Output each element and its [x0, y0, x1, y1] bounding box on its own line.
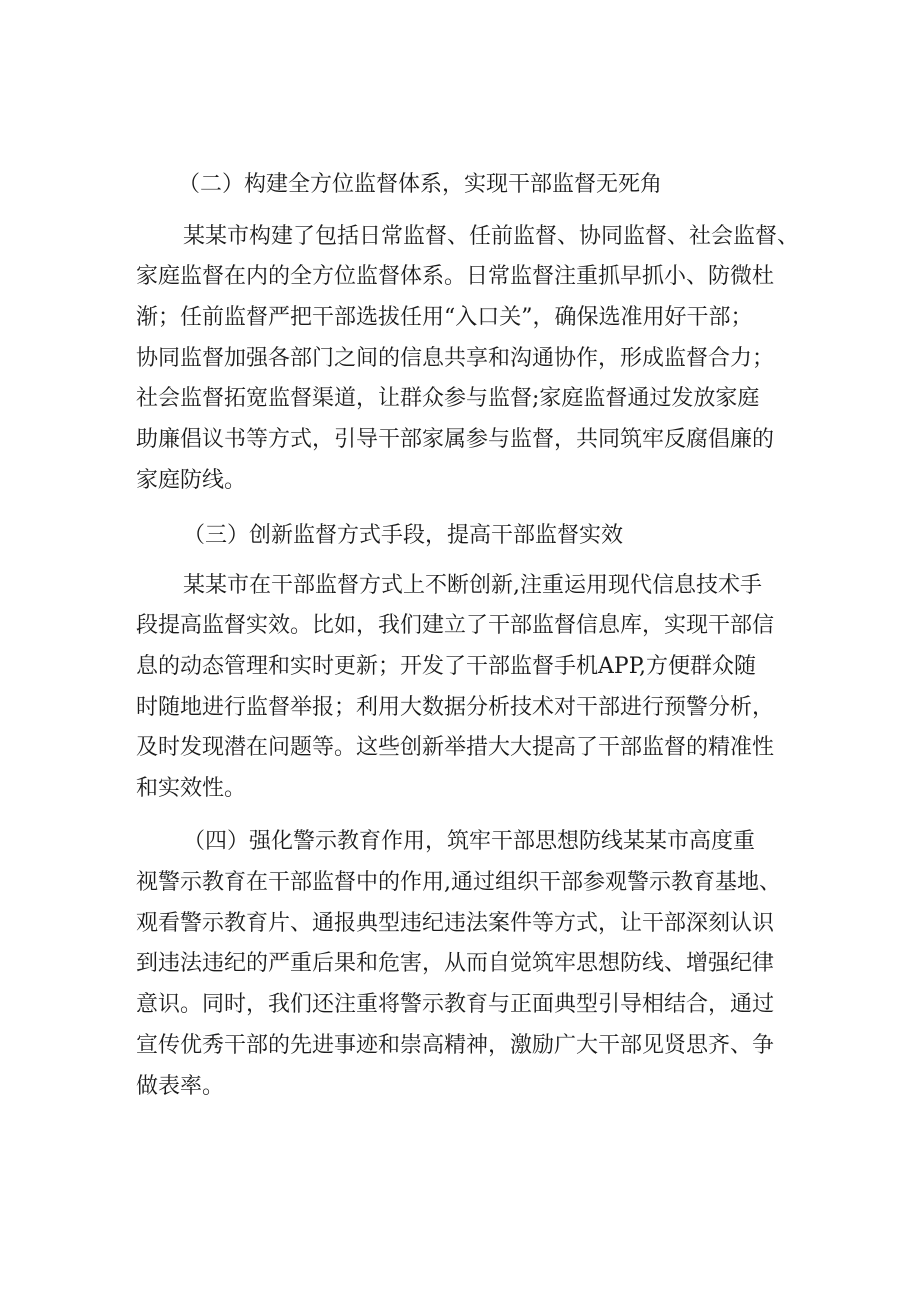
paragraph-line: 宣传优秀干部的先进事迹和崇高精神，激励广大干部见贤思齐、争 — [136, 1033, 775, 1058]
section-heading-2: （二）构建全方位监督体系，实现干部监督无死角 — [178, 172, 663, 197]
paragraph-line: 观看警示教育片、通报典型违纪违法案件等方式，让干部深刻认识 — [136, 911, 775, 936]
section-heading-3: （三）创新监督方式手段，提高干部监督实效 — [183, 523, 624, 548]
paragraph-line: 时随地进行监督举报；利用大数据分析技术对干部进行预警分析， — [136, 695, 775, 720]
paragraph-line: 家庭监督在内的全方位监督体系。日常监督注重抓早抓小、防微杜 — [136, 264, 775, 289]
paragraph-line: 协同监督加强各部门之间的信息共享和沟通协作，形成监督合力； — [136, 346, 775, 371]
paragraph-line: 家庭防线。 — [136, 468, 247, 493]
paragraph-line: 息的动态管理和实时更新；开发了干部监督手机APP,方便群众随 — [136, 654, 757, 679]
paragraph-line: 助廉倡议书等方式，引导干部家属参与监督，共同筑牢反腐倡廉的 — [136, 427, 775, 452]
paragraph-line: 段提高监督实效。比如，我们建立了干部监督信息库，实现干部信 — [136, 613, 775, 638]
paragraph-line: 渐；任前监督严把干部选拔任用“入口关”，确保选准用好干部； — [136, 305, 753, 330]
paragraph-line: 社会监督拓宽监督渠道，让群众参与监督;家庭监督通过发放家庭 — [136, 386, 760, 411]
paragraph-line: 意识。同时，我们还注重将警示教育与正面典型引导相结合，通过 — [136, 992, 775, 1017]
paragraph-line: 和实效性。 — [136, 776, 247, 801]
paragraph-line: 视警示教育在干部监督中的作用,通过组织干部参观警示教育基地、 — [136, 870, 781, 895]
paragraph-line: 某某市构建了包括日常监督、任前监督、协同监督、社会监督、 — [183, 224, 800, 249]
paragraph-line: 某某市在干部监督方式上不断创新,注重运用现代信息技术手 — [183, 573, 762, 598]
paragraph-line: 到违法违纪的严重后果和危害，从而自觉筑牢思想防线、增强纪律 — [136, 951, 775, 976]
paragraph-line: 及时发现潜在问题等。这些创新举措大大提高了干部监督的精准性 — [136, 735, 775, 760]
section-heading-4: （四）强化警示教育作用，筑牢干部思想防线某某市高度重 — [183, 829, 756, 854]
paragraph-line: 做表率。 — [136, 1074, 225, 1099]
